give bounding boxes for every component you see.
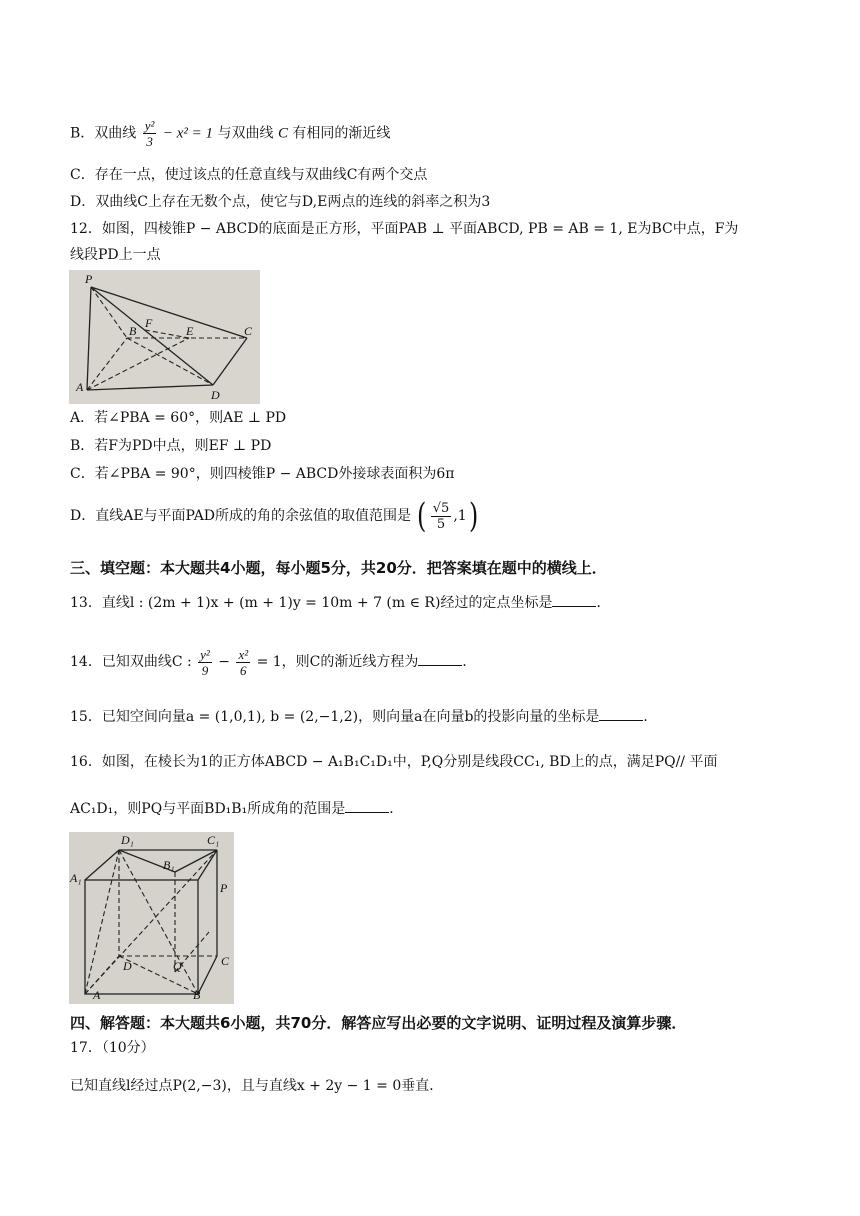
- label-q: Q: [173, 959, 182, 973]
- label-e: E: [186, 324, 194, 338]
- label-b: B: [129, 324, 137, 338]
- left-paren: (: [417, 496, 427, 536]
- section-4-heading: 四、解答题：本大题共6小题，共70分．解答应写出必要的文字说明、证明过程及演算步骤．: [70, 1014, 687, 1032]
- fraction: $\frac{\text{y²}}{9}$: [200, 646, 210, 678]
- label-a: A: [76, 380, 84, 394]
- option-12-d: D．直线AE与平面PAD所成的角的余弦值的取值范围是 ( $\frac{√5}{5}$ ,1): [70, 496, 478, 536]
- answer-blank: [599, 706, 643, 721]
- fraction: $\frac{√5}{5}$: [432, 500, 450, 532]
- answer-blank: [345, 798, 389, 813]
- label-d1: D₁: [121, 833, 134, 847]
- question-16-line2: AC₁D₁，则PQ与平面BD₁B₁所成角的范围是 ．: [70, 798, 403, 819]
- option-11-d: D．双曲线C上存在无数个点，使它与D,E两点的连线的斜率之积为3: [70, 194, 491, 210]
- label-b: B: [193, 988, 201, 1002]
- label-p: P: [220, 881, 228, 895]
- label-d: D: [123, 959, 132, 973]
- cube-figure: [69, 832, 234, 1004]
- fraction: $\frac{\text{x²}}{6}$: [238, 646, 249, 678]
- option-12-b: B．若F为PD中点，则EF ⊥ PD: [70, 438, 272, 454]
- answer-blank: [552, 592, 596, 607]
- label-c: C: [244, 324, 253, 338]
- fraction: $\frac{\text{y²}}{3}$: [144, 118, 155, 149]
- question-15: 15．已知空间向量a = (1,0,1), b = (2,−1,2)，则向量a在向量b的投影向量的坐标是 ．: [70, 706, 657, 727]
- question-13: 13．直线l : (2m + 1)x + (m + 1)y = 10m + 7 (m ∈ R)经过的定点坐标是 ．: [70, 592, 610, 613]
- option-12-a: A．若∠PBA = 60°，则AE ⊥ PD: [70, 410, 287, 426]
- question-16-line1: 16．如图，在棱长为1的正方体ABCD − A₁B₁C₁D₁中，P,Q分别是线段CC₁, BD上的点，满足PQ// 平面: [70, 754, 718, 770]
- section-3-heading: 三、填空题：本大题共4小题，每小题5分，共20分．把答案填在题中的横线上．: [70, 559, 607, 577]
- label-a: A: [93, 988, 101, 1002]
- question-17-text: 已知直线l经过点P(2,−3)，且与直线x + 2y − 1 = 0垂直．: [70, 1078, 444, 1094]
- label-c1: C₁: [207, 833, 220, 847]
- label-p: P: [85, 272, 93, 286]
- option-11-c: C．存在一点，使过该点的任意直线与双曲线C有两个交点: [70, 167, 428, 183]
- question-17-label: 17．（10分）: [70, 1040, 155, 1056]
- question-14: 14．已知双曲线C : $\frac{\text{y²}}{9}$ − $\frac{\text{x²}}{6}$ = 1，则C的渐近线方程为 ．: [70, 646, 477, 678]
- question-12-line1: 12．如图，四棱锥P − ABCD的底面是正方形，平面PAB ⊥ 平面ABCD, PB = AB = 1, E为BC中点，F为: [70, 221, 739, 237]
- question-12-line2: 线段PD上一点: [70, 247, 161, 263]
- label-f: F: [145, 316, 153, 330]
- option-12-c: C．若∠PBA = 90°，则四棱锥P − ABCD外接球表面积为6π: [70, 466, 455, 482]
- label-b1: B₁: [163, 858, 175, 872]
- answer-blank: [418, 651, 462, 666]
- option-11-b: B．双曲线 $\frac{\text{y²}}{3}$ − x² = 1 与双曲线 C 有相同的渐近线: [70, 118, 391, 149]
- label-a1: A₁: [70, 871, 82, 885]
- label-c: C: [221, 954, 230, 968]
- label-d: D: [211, 388, 220, 402]
- pyramid-figure: [69, 270, 260, 404]
- right-paren: ): [468, 496, 478, 536]
